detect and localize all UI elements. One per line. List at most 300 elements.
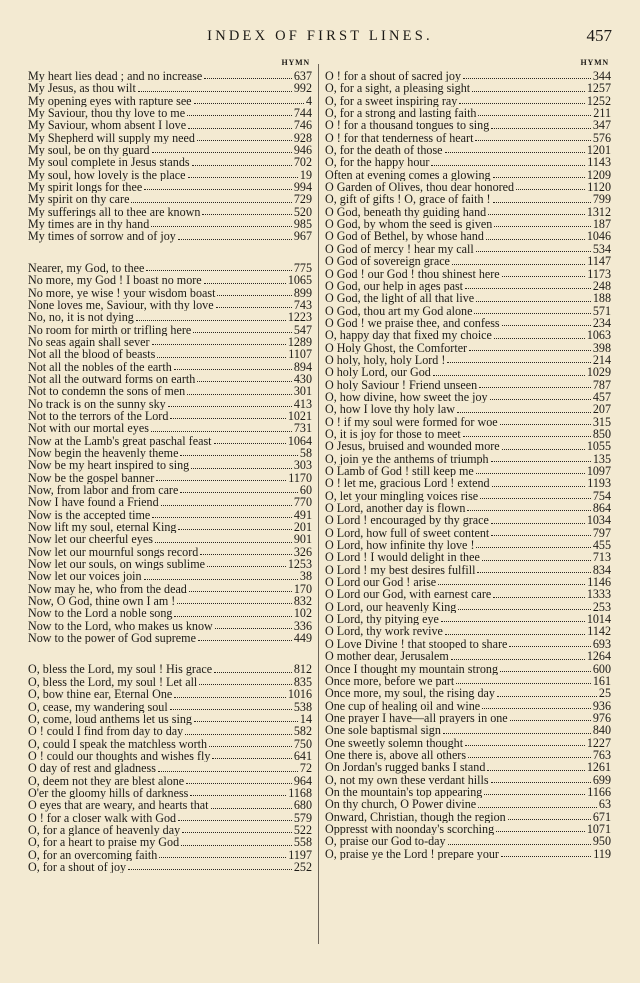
first-line: O Lord, another day is flown [325, 502, 466, 515]
hymn-number: 985 [293, 218, 312, 231]
dot-leader [180, 492, 298, 493]
dot-leader [459, 103, 584, 104]
index-entry [325, 82, 611, 94]
first-line: O eyes that are weary, and hearts that [28, 799, 209, 812]
index-entry [325, 156, 611, 168]
dot-leader [476, 301, 591, 302]
first-line: O Lord our God, with earnest care [325, 588, 492, 601]
index-entry [28, 509, 312, 521]
index-entry [28, 583, 312, 595]
dot-leader [431, 165, 585, 166]
hymn-number: 1055 [586, 440, 611, 453]
dot-leader [441, 621, 585, 622]
dot-leader [465, 745, 585, 746]
group-spacer [28, 644, 312, 663]
first-line: My heart lies dead ; and no increase [28, 70, 203, 83]
index-entry [325, 786, 611, 798]
dot-leader [482, 560, 591, 561]
index-entry [28, 156, 312, 168]
hymn-number: 731 [293, 422, 312, 435]
dot-leader [182, 832, 292, 833]
hymn-number: 558 [293, 836, 312, 849]
dot-leader [438, 584, 585, 585]
index-entry [28, 193, 312, 205]
hymn-number: 520 [293, 205, 312, 219]
first-line: Now let our mournful songs record [28, 545, 199, 559]
first-line: Now to the Lord a noble song [28, 607, 173, 620]
first-line: O, cease, my wandering soul [28, 700, 168, 713]
hymn-number: 936 [592, 699, 611, 712]
dot-leader [502, 449, 585, 450]
dot-leader [502, 276, 586, 277]
hymn-number: 102 [293, 607, 312, 620]
first-line: Now lift my soul, eternal King [28, 521, 177, 534]
hymn-number: 1034 [586, 514, 611, 527]
dot-leader [468, 757, 591, 758]
first-line: O, for a strong and lasting faith [325, 107, 477, 120]
index-entry [325, 798, 611, 810]
first-line: O ! could our thoughts and wishes fly [28, 749, 211, 763]
index-entry [325, 428, 611, 440]
index-entry [28, 812, 312, 824]
first-line: Not with our mortal eyes [28, 422, 149, 435]
first-line: O holy, holy, holy Lord ! [325, 353, 446, 367]
hymn-number: 214 [592, 353, 611, 367]
hymn-number: 135 [592, 452, 611, 465]
dot-leader [508, 819, 591, 820]
first-line: Not to condemn the sons of men [28, 385, 186, 398]
first-line: O, for a glance of heavenly day [28, 823, 181, 837]
page-header [0, 28, 640, 48]
hymn-number: 1021 [287, 409, 312, 423]
first-line: O Garden of Olives, thou dear honored [325, 181, 515, 194]
dot-leader [433, 375, 585, 376]
first-line: My times of sorrow and of joy [28, 230, 176, 243]
dot-leader [161, 505, 292, 506]
first-line: O Jesus, bruised and wounded more [325, 440, 500, 453]
index-entry [28, 775, 312, 787]
dot-leader [146, 270, 291, 271]
first-line: Often at evening comes a glowing [325, 168, 491, 182]
dot-leader [479, 387, 591, 388]
first-line: O, it is joy for those to meet [325, 427, 461, 441]
index-entry [325, 724, 611, 736]
index-entry [325, 416, 611, 428]
letter-group [28, 663, 312, 873]
index-entry [28, 663, 312, 675]
first-line: O, bless the Lord, my soul ! Let all [28, 675, 198, 689]
group-spacer [28, 243, 312, 262]
hymn-number: 1261 [586, 761, 611, 774]
first-line: Now be my heart inspired to sing [28, 459, 190, 472]
dot-leader [491, 523, 585, 524]
dot-leader [476, 251, 591, 252]
first-line: O Lord, thy pitying eye [325, 613, 439, 626]
index-entry [325, 119, 611, 131]
index-entry [28, 799, 312, 811]
index-entry [325, 835, 611, 847]
first-line: O God, by whom the seed is given [325, 218, 493, 231]
dot-leader [476, 547, 590, 548]
dot-leader [509, 646, 590, 647]
dot-leader [487, 770, 584, 771]
index-entry [28, 385, 312, 397]
first-line: One sweetly solemn thought [325, 736, 464, 749]
hymn-number: 1289 [287, 335, 312, 349]
dot-leader [497, 696, 597, 697]
first-line: O, for a shout of joy [28, 860, 127, 874]
letter-group [28, 262, 312, 645]
hymn-number: 864 [592, 502, 611, 515]
first-line: O Lord ! my best desires fulfill [325, 563, 476, 577]
hymn-number: 538 [293, 700, 312, 713]
index-entry [28, 533, 312, 545]
dot-leader [204, 283, 286, 284]
hymn-number: 754 [592, 489, 611, 503]
index-entry [325, 255, 611, 267]
index-entry [28, 206, 312, 218]
index-entry [325, 317, 611, 329]
hymn-number: 834 [592, 563, 611, 577]
first-line: O Lord our God ! arise [325, 576, 437, 589]
first-line: O, praise our God to-day [325, 835, 446, 848]
dot-leader [474, 313, 590, 314]
first-line: O Lamb of God ! still keep me [325, 465, 474, 478]
first-line: O, for a sight, a pleasing sight [325, 82, 471, 95]
index-entry [325, 342, 611, 354]
hymn-number: 743 [293, 298, 312, 312]
dot-leader [452, 264, 585, 265]
hymn-number: 1016 [287, 688, 312, 701]
dot-leader [448, 844, 591, 845]
index-entry [28, 738, 312, 750]
index-entry [325, 280, 611, 292]
first-line: O'er the gloomy hills of darkness [28, 786, 189, 800]
dot-leader [500, 671, 591, 672]
index-entry [28, 299, 312, 311]
first-line: Nearer, my God, to thee [28, 261, 145, 275]
index-entry [325, 132, 611, 144]
index-entry [28, 218, 312, 230]
index-entry [28, 496, 312, 508]
dot-leader [188, 128, 292, 129]
index-entry [325, 823, 611, 835]
dot-leader [178, 820, 292, 821]
first-line: O holy Lord, our God [325, 366, 431, 379]
index-entry [325, 663, 611, 675]
hymn-number: 534 [592, 242, 611, 256]
index-entry [325, 613, 611, 625]
index-entry [325, 675, 611, 687]
index-entry [325, 379, 611, 391]
index-entry [28, 762, 312, 774]
index-entry [325, 527, 611, 539]
dot-leader [198, 640, 292, 641]
dot-leader [478, 807, 597, 808]
first-line: My Saviour, whom absent I love [28, 119, 187, 132]
hymn-number: 600 [592, 662, 611, 675]
index-entry [28, 558, 312, 570]
first-line: One cup of healing oil and wine [325, 699, 481, 712]
hymn-number: 671 [592, 810, 611, 823]
index-entry [28, 472, 312, 484]
dot-leader [475, 140, 590, 141]
hymn-number: 950 [592, 835, 611, 848]
hymn-number: 207 [592, 403, 611, 416]
first-line: O Lord ! encouraged by thy grace [325, 514, 489, 527]
dot-leader [177, 603, 292, 604]
index-entry [28, 688, 312, 700]
first-line: O holy Saviour ! Friend unseen [325, 378, 478, 391]
dot-leader [185, 734, 292, 735]
index-entry [28, 70, 312, 82]
hymn-number: 637 [293, 70, 312, 83]
first-line: Now I have found a Friend [28, 496, 159, 509]
index-entry [28, 398, 312, 410]
dot-leader [493, 177, 585, 178]
hymn-number: 641 [293, 749, 312, 763]
hymn-number: 582 [293, 725, 312, 738]
dot-leader [197, 381, 292, 382]
first-line: Now, O God, thine own I am ! [28, 595, 176, 608]
dot-leader [187, 394, 292, 395]
index-entry [325, 329, 611, 341]
hymn-number: 1064 [287, 434, 312, 447]
dot-leader [463, 78, 591, 79]
hymn-number: 301 [293, 385, 312, 398]
hymn-number: 201 [293, 521, 312, 534]
index-entry [28, 632, 312, 644]
index-entry [325, 230, 611, 242]
first-line: Now to the power of God supreme [28, 632, 196, 645]
dot-leader [500, 424, 591, 425]
index-entry [325, 181, 611, 193]
first-line: O God, beneath thy guiding hand [325, 205, 487, 219]
index-entry [28, 725, 312, 737]
hymn-number: 775 [293, 261, 312, 275]
first-line: O, not my own these verdant hills [325, 773, 489, 786]
index-entry [325, 305, 611, 317]
hymn-number: 1333 [586, 588, 611, 601]
index-entry [325, 465, 611, 477]
index-entry [28, 107, 312, 119]
index-entry [325, 650, 611, 662]
index-entry [28, 750, 312, 762]
index-entry [28, 348, 312, 360]
dot-leader [188, 177, 298, 178]
first-line: Now let our voices join [28, 570, 142, 583]
first-line: Not all the nobles of the earth [28, 360, 172, 373]
first-line: Now may he, who from the dead [28, 582, 187, 596]
first-line: O, deem not they are blest alone [28, 774, 185, 787]
hymn-number: 253 [592, 600, 611, 614]
dot-leader [152, 517, 292, 518]
first-line: O, praise ye the Lord ! prepare your [325, 847, 499, 860]
index-entry [28, 620, 312, 632]
hymn-number: 187 [592, 218, 611, 231]
index-entry [28, 435, 312, 447]
first-line: No seas again shall sever [28, 335, 150, 349]
first-line: O God of Bethel, by whose hand [325, 230, 484, 243]
dot-leader [456, 683, 591, 684]
first-line: My sufferings all to thee are known [28, 205, 201, 219]
first-line: O Lord, how full of sweet content [325, 526, 490, 540]
index-entry [325, 848, 611, 860]
hymn-number: 1166 [587, 785, 611, 799]
first-line: On the mountain's top appearing [325, 785, 483, 799]
hymn-number: 680 [293, 799, 312, 812]
first-line: On Jordan's rugged banks I stand [325, 761, 486, 774]
dot-leader [211, 808, 292, 809]
first-line: Now to the Lord, who makes us know [28, 619, 213, 633]
first-line: O, for a heart to praise my God [28, 836, 180, 849]
hymn-number: 1173 [587, 267, 611, 280]
first-line: Now is the accepted time [28, 508, 151, 522]
first-line: Now be the gospel banner [28, 471, 155, 484]
index-entry [325, 477, 611, 489]
index-entry [325, 193, 611, 205]
first-line: O Lord ! I would delight in thee [325, 551, 480, 564]
first-line: My times are in thy hand [28, 218, 150, 231]
first-line: O, let your mingling voices rise [325, 489, 479, 503]
hymn-number: 1097 [586, 465, 611, 478]
hymn-number: 455 [592, 539, 611, 552]
dot-leader [215, 628, 292, 629]
first-line: None loves me, Saviour, with thy love [28, 298, 214, 312]
dot-leader [458, 609, 591, 610]
dot-leader [204, 78, 292, 79]
first-line: O Lord, how infinite thy love ! [325, 539, 475, 552]
first-line: Once I thought my mountain strong [325, 662, 498, 675]
first-line: Now at the Lamb's great paschal feast [28, 434, 212, 447]
first-line: My spirit on thy care [28, 193, 130, 206]
hymn-number: 797 [592, 526, 611, 540]
first-line: O, bless the Lord, my soul ! His grace [28, 663, 213, 676]
first-line: O, happy day that fixed my choice [325, 329, 492, 342]
dot-leader [170, 418, 285, 419]
dot-leader [189, 591, 292, 592]
index-entry [325, 453, 611, 465]
index-entry [325, 391, 611, 403]
index-entry [28, 311, 312, 323]
hymn-number: 315 [592, 415, 611, 428]
first-line: O, for the death of those [325, 144, 443, 157]
dot-leader [493, 202, 591, 203]
first-line: O ! let me, gracious Lord ! extend [325, 477, 490, 490]
dot-leader [136, 320, 286, 321]
first-line: My soul, be on thy guard [28, 144, 150, 157]
first-line: O ! for a shout of sacred joy [325, 70, 462, 83]
dot-leader [178, 239, 292, 240]
hymn-number: 1120 [587, 181, 611, 194]
dot-leader [199, 684, 292, 685]
page-number: 457 [586, 26, 612, 45]
index-entry [325, 354, 611, 366]
hymn-number: 72 [299, 762, 312, 775]
first-line: My soul, how lovely is the place [28, 168, 186, 182]
first-line: My soul complete in Jesus stands [28, 156, 190, 169]
dot-leader [445, 634, 585, 635]
hymn-number: 994 [293, 181, 312, 194]
index-entry [28, 701, 312, 713]
first-line: Not to the terrors of the Lord [28, 409, 169, 423]
hymn-number: 58 [299, 446, 312, 460]
dot-leader [447, 362, 590, 363]
dot-leader [152, 152, 292, 153]
index-entry [325, 539, 611, 551]
hymn-number: 1107 [288, 348, 312, 361]
index-entry [325, 638, 611, 650]
first-line: Now begin the heavenly theme [28, 446, 179, 460]
index-entry [28, 287, 312, 299]
dot-leader [501, 856, 591, 857]
first-line: No more, my God ! I boast no more [28, 274, 202, 287]
dot-leader [151, 226, 292, 227]
dot-leader [480, 498, 591, 499]
first-line: O ! for that tenderness of heart [325, 131, 474, 145]
first-line: No more, ye wise ! your wisdom boast [28, 286, 216, 299]
first-line: One sole baptismal sign [325, 724, 441, 737]
dot-leader [494, 338, 585, 339]
index-column-left [28, 58, 312, 873]
index-entry [325, 243, 611, 255]
index-entry [325, 737, 611, 749]
hymn-number: 252 [293, 860, 312, 874]
hymn-number: 899 [293, 286, 312, 299]
hymn-number: 1170 [288, 471, 312, 484]
hymn-number: 326 [293, 545, 312, 559]
first-line: Once more, before we part [325, 674, 455, 688]
dot-leader [451, 659, 585, 660]
first-line: On thy church, O Power divine [325, 798, 477, 811]
hymn-number: 1065 [287, 274, 312, 287]
index-entry [325, 551, 611, 563]
hymn-number: 63 [598, 798, 611, 811]
index-entry [28, 595, 312, 607]
dot-leader [151, 431, 292, 432]
index-entry [28, 861, 312, 873]
hymn-number: 1223 [287, 311, 312, 324]
dot-leader [174, 616, 291, 617]
index-entry [325, 440, 611, 452]
dot-leader [174, 369, 292, 370]
index-entry [325, 811, 611, 823]
hymn-number: 1253 [287, 558, 312, 571]
hymn-number: 928 [293, 131, 312, 145]
page-title: INDEX OF FIRST LINES. [207, 28, 433, 44]
dot-leader [197, 140, 292, 141]
hymn-number: 1146 [587, 576, 611, 589]
index-entry [325, 687, 611, 699]
first-line: O ! for a closer walk with God [28, 811, 177, 824]
hymn-number: 812 [293, 663, 312, 676]
dot-leader [159, 857, 286, 858]
hymn-number: 1029 [586, 366, 611, 379]
first-line: O Holy Ghost, the Comforter [325, 341, 468, 354]
hymn-number: 850 [592, 427, 611, 441]
first-line: O, for an overcoming faith [28, 848, 158, 861]
hymn-number: 19 [299, 168, 312, 182]
first-line: O God ! we praise thee, and confess [325, 316, 500, 330]
dot-leader [491, 782, 591, 783]
dot-leader [191, 468, 292, 469]
dot-leader [180, 455, 297, 456]
index-entry [325, 490, 611, 502]
first-line: O Lord, our heavenly King [325, 600, 457, 614]
dot-leader [194, 103, 304, 104]
column-header-hymn: HYMN [281, 58, 310, 67]
first-line: O, could I speak the matchless worth [28, 737, 208, 750]
